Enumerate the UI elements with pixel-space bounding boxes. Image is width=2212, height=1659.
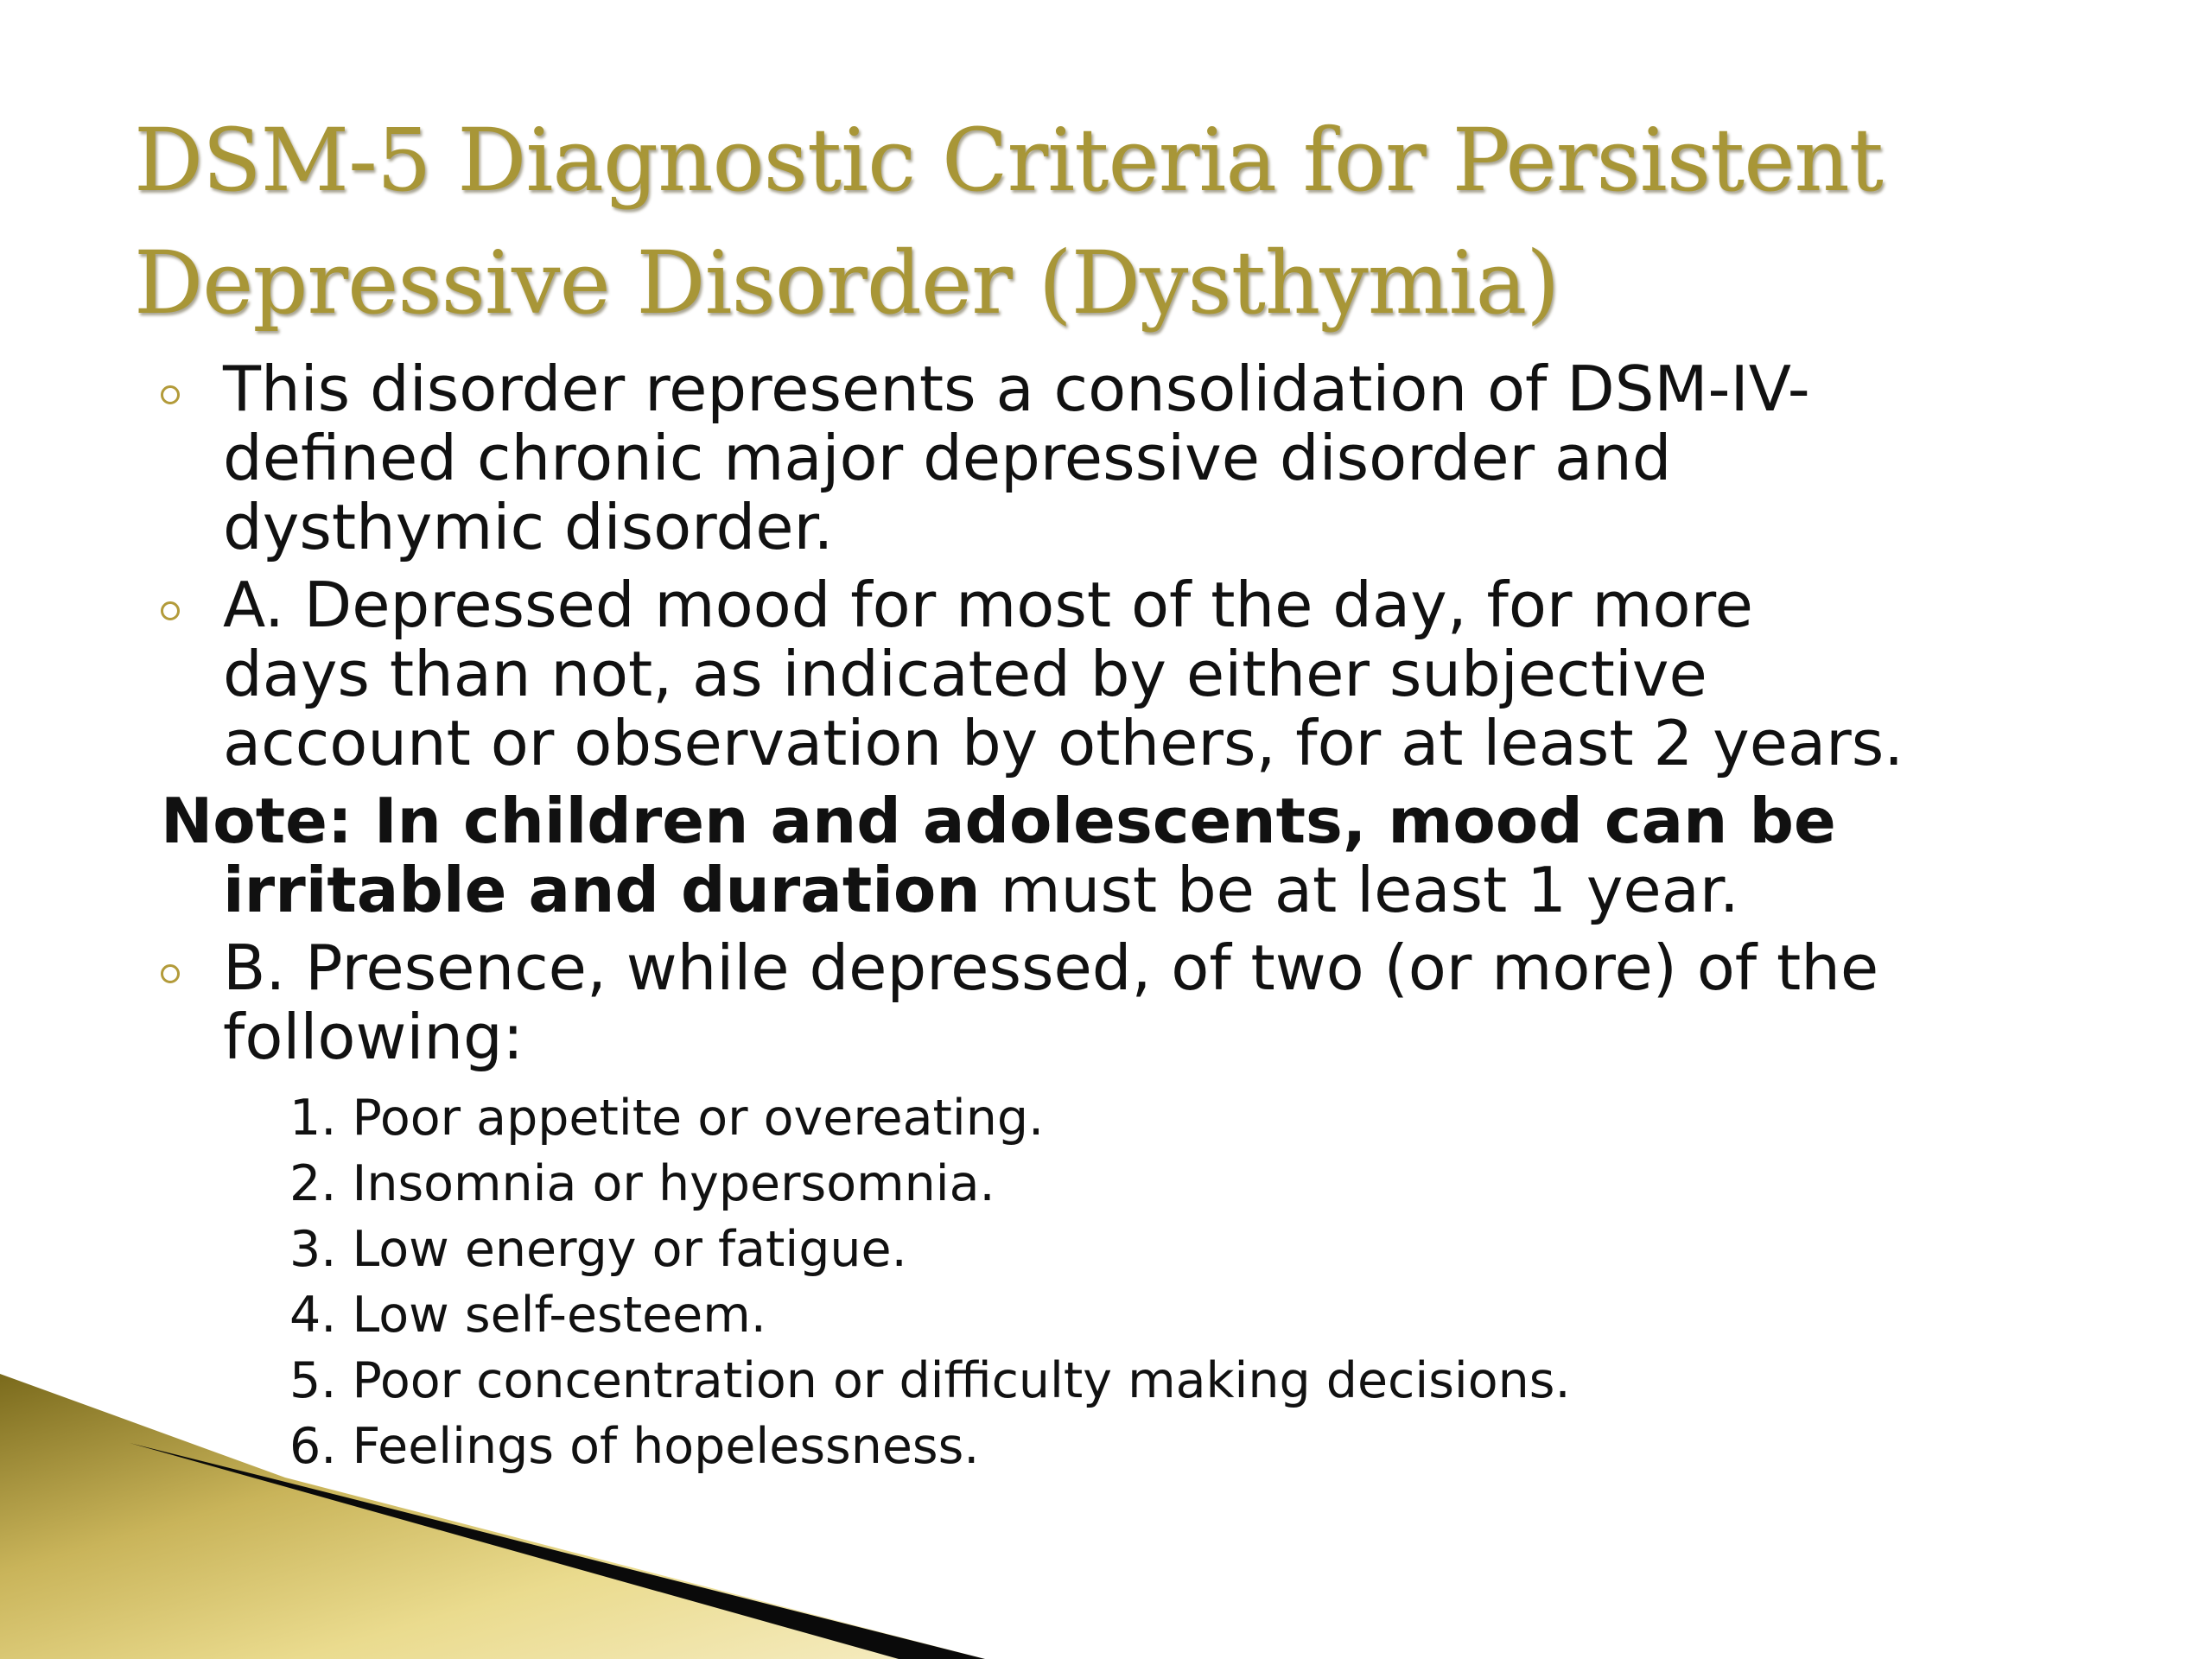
note-bold-text: Note: In children and adolescents, mood can be xyxy=(161,785,1836,857)
note-children-adolescents xyxy=(161,786,2165,925)
list-item: 1. Poor appetite or overeating. xyxy=(289,1090,1045,1147)
list-item: 5. Poor concentration or difficulty making decisions. xyxy=(289,1352,1571,1409)
slide-body xyxy=(0,354,2212,1479)
title-line-1: DSM-5 Diagnostic Criteria for Persistent xyxy=(134,110,1883,211)
note-bold-text: irritable and duration xyxy=(223,854,981,926)
list-item: 6. Feelings of hopelessness. xyxy=(289,1418,980,1475)
list-item: 3. Low energy or fatigue. xyxy=(289,1221,907,1278)
bullet-text-line: This disorder represents a consolidation of DSM-IV- xyxy=(223,353,1810,425)
gold-wedge-shape xyxy=(0,1374,985,1659)
bullet-text-line: days than not, as indicated by either subjective xyxy=(223,638,1707,710)
circle-bullet-icon xyxy=(161,964,180,983)
circle-bullet-icon xyxy=(161,601,180,620)
bullet-item-consolidation xyxy=(223,354,2176,562)
note-regular-text: must be at least 1 year. xyxy=(980,854,1739,926)
list-item: 2. Insomnia or hypersomnia. xyxy=(289,1155,995,1212)
bullet-text-line: defined chronic major depressive disorder and xyxy=(223,422,1672,494)
bullet-text-line: account or observation by others, for at least 2 years. xyxy=(223,707,1904,779)
gold-chevron-decoration xyxy=(0,1374,985,1659)
title-line-2: Depressive Disorder (Dysthymia) xyxy=(134,232,1560,334)
slide-title xyxy=(134,99,2078,345)
bullet-text-line: following: xyxy=(223,1001,524,1073)
circle-bullet-icon xyxy=(161,385,180,404)
list-item: 4. Low self-esteem. xyxy=(289,1287,766,1344)
bullet-text-line: A. Depressed mood for most of the day, for more xyxy=(223,569,1753,641)
bullet-item-criterion-a xyxy=(223,570,2176,778)
bullet-text-line: B. Presence, while depressed, of two (or more) of the xyxy=(223,931,1879,1004)
bullet-item-criterion-b xyxy=(223,933,2176,1071)
bullet-text-line: dysthymic disorder. xyxy=(223,491,834,563)
